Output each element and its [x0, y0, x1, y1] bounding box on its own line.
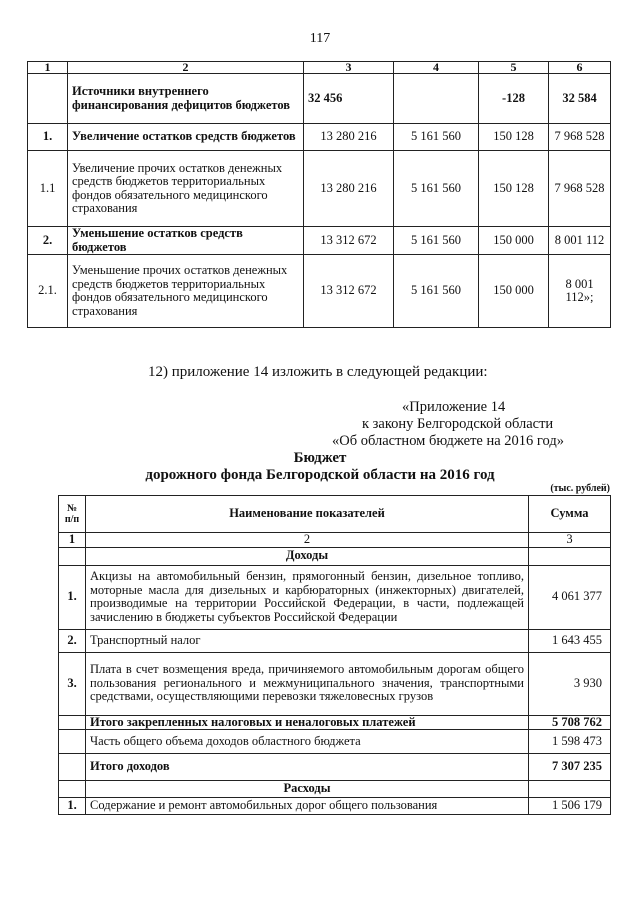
amendment-intro: 12) приложение 14 изложить в следующей редакции:	[148, 364, 488, 380]
value-cell: 13 280 216	[304, 124, 394, 151]
table-header-row	[28, 62, 611, 74]
total-fixed-name: Итого закрепленных налоговых и неналоговых платежей	[86, 715, 529, 730]
empty-cell	[59, 715, 86, 730]
table-row	[28, 227, 611, 255]
value-cell: 13 312 672	[304, 255, 394, 328]
value-cell: -128	[479, 74, 549, 124]
col-number: 6	[549, 62, 611, 74]
sum-cell: 4 061 377	[529, 565, 611, 629]
column-numbers-row	[59, 533, 611, 548]
appendix-law: к закону Белгородской области	[362, 416, 554, 432]
row-name: Уменьшение прочих остатков денежных средств бюджетов территориальных фондов обязательного медицинского страхования	[68, 255, 304, 328]
row-number: 1.	[28, 124, 68, 151]
table-row	[59, 652, 611, 715]
col-number: 2	[86, 533, 529, 548]
table-row	[59, 565, 611, 629]
section-row	[59, 547, 611, 565]
total-income-sum: 7 307 235	[529, 754, 611, 781]
empty-cell	[59, 547, 86, 565]
row-number: 2.1.	[28, 255, 68, 328]
part-budget-name: Часть общего объема доходов областного бюджета	[86, 730, 529, 754]
header-number: № п/п	[59, 496, 86, 533]
value-cell: 32 584	[549, 74, 611, 124]
col-number: 2	[68, 62, 304, 74]
appendix-law-title: «Об областном бюджете на 2016 год»	[332, 433, 564, 449]
total-fixed-sum: 5 708 762	[529, 715, 611, 730]
financing-sources-table	[27, 61, 611, 328]
row-number: 2.	[59, 629, 86, 652]
value-cell: 32 456	[304, 74, 394, 124]
value-cell: 5 161 560	[394, 227, 479, 255]
empty-cell	[529, 547, 611, 565]
units-label: (тыс. рублей)	[550, 483, 610, 494]
document-title: Бюджет	[293, 450, 347, 466]
row-name: Плата в счет возмещения вреда, причиняемого автомобильным дорогам общего пользования регионального и межмуниципального значения, транспортными средствами, осуществляющими перевозки тяжеловесных грузов	[86, 652, 529, 715]
row-number	[28, 74, 68, 124]
section-expense: Расходы	[86, 781, 529, 798]
empty-cell	[59, 754, 86, 781]
header-sum: Сумма	[529, 496, 611, 533]
part-budget-sum: 1 598 473	[529, 730, 611, 754]
value-cell: 13 312 672	[304, 227, 394, 255]
value-cell: 150 000	[479, 227, 549, 255]
row-number: 1.	[59, 798, 86, 815]
col-number: 3	[304, 62, 394, 74]
total-row	[59, 754, 611, 781]
col-number: 4	[394, 62, 479, 74]
sum-cell: 1 506 179	[529, 798, 611, 815]
empty-cell	[59, 730, 86, 754]
value-cell: 5 161 560	[394, 255, 479, 328]
row-name: Увеличение остатков средств бюджетов	[68, 124, 304, 151]
sum-cell: 1 643 455	[529, 629, 611, 652]
value-cell: 8 001 112»;	[549, 255, 611, 328]
page-number: 117	[309, 31, 331, 46]
table-row	[28, 74, 611, 124]
road-fund-budget-table	[58, 495, 611, 815]
row-name: Источники внутреннего финансирования дефицитов бюджетов	[68, 74, 304, 124]
row-number: 1.1	[28, 151, 68, 227]
value-cell	[394, 74, 479, 124]
sum-cell: 3 930	[529, 652, 611, 715]
section-row	[59, 781, 611, 798]
empty-cell	[59, 781, 86, 798]
row-name: Акцизы на автомобильный бензин, прямогонный бензин, дизельное топливо, моторные масла для дизельных и карбюраторных (инжекторных) двигателей, производимые на территории Российской Федерации, в части, подлежащей зачислению в бюджеты субъектов Российской Федерации	[86, 565, 529, 629]
row-number: 1.	[59, 565, 86, 629]
row-name: Уменьшение остатков средств бюджетов	[68, 227, 304, 255]
col-number: 5	[479, 62, 549, 74]
col-number: 1	[28, 62, 68, 74]
table-header-row	[59, 496, 611, 533]
empty-cell	[529, 781, 611, 798]
row-name: Увеличение прочих остатков денежных средств бюджетов территориальных фондов обязательного медицинского страхования	[68, 151, 304, 227]
col-number: 1	[59, 533, 86, 548]
row-name: Содержание и ремонт автомобильных дорог общего пользования	[86, 798, 529, 815]
value-cell: 5 161 560	[394, 151, 479, 227]
value-cell: 8 001 112	[549, 227, 611, 255]
col-number: 3	[529, 533, 611, 548]
table-row	[28, 124, 611, 151]
value-cell: 150 128	[479, 151, 549, 227]
total-row	[59, 715, 611, 730]
table-row	[59, 629, 611, 652]
appendix-label: «Приложение 14	[402, 399, 506, 415]
value-cell: 7 968 528	[549, 124, 611, 151]
document-subtitle: дорожного фонда Белгородской области на 2016 год	[145, 467, 495, 483]
value-cell: 7 968 528	[549, 151, 611, 227]
header-name: Наименование показателей	[86, 496, 529, 533]
section-income: Доходы	[86, 547, 529, 565]
table-row	[59, 798, 611, 815]
value-cell: 5 161 560	[394, 124, 479, 151]
table-row	[59, 730, 611, 754]
value-cell: 150 128	[479, 124, 549, 151]
table-row	[28, 255, 611, 328]
value-cell: 150 000	[479, 255, 549, 328]
table-row	[28, 151, 611, 227]
row-number: 2.	[28, 227, 68, 255]
row-name: Транспортный налог	[86, 629, 529, 652]
total-income-name: Итого доходов	[86, 754, 529, 781]
value-cell: 13 280 216	[304, 151, 394, 227]
row-number: 3.	[59, 652, 86, 715]
